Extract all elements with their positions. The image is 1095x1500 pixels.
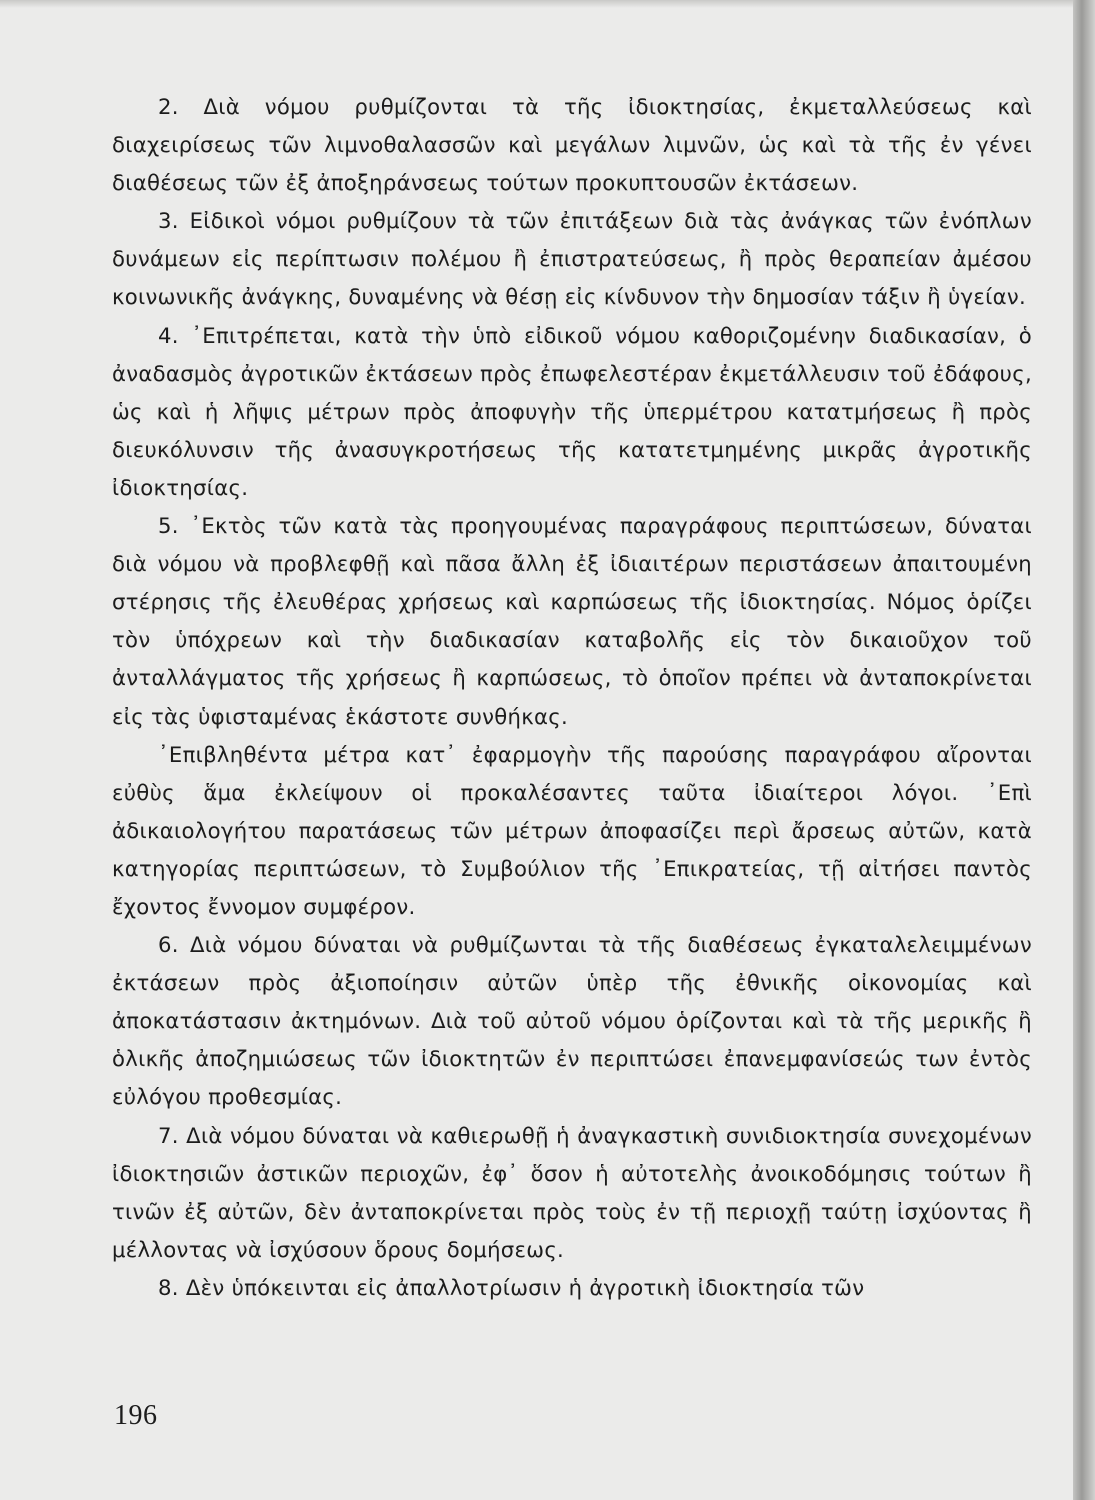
paragraph-8: 8. Δὲν ὑπόκεινται εἰς ἀπαλλοτρίωσιν ἡ ἀγροτικὴ ἰδιοκτησία τῶν — [158, 1274, 865, 1300]
page-number: 196 — [114, 1400, 158, 1431]
book-gutter — [1073, 0, 1095, 1500]
body-text — [112, 88, 1032, 1307]
paragraph-7: 7. Διὰ νόμου δύναται νὰ καθιερωθῇ ἡ ἀναγκαστικὴ συνιδιοκτησία συνεχομένων ἰδιοκτησιῶν ἀστικῶν περιοχῶν, ἐφ᾿ ὅσον ἡ αὐτοτελὴς ἀνοικοδόμησις τούτων ἢ τινῶν ἐξ αὐτῶν, δὲν ἀνταποκρίνεται πρὸς τοὺς ἐν τῇ περιοχῇ ταύτῃ ἰσχύοντας ἢ μέλλοντας νὰ ἰσχύσουν ὅρους δομήσεως. — [112, 1122, 1032, 1262]
paragraph-5-continued: ᾿Επιβληθέντα μέτρα κατ᾿ ἐφαρμογὴν τῆς παρούσης παραγράφου αἴρονται εὐθὺς ἅμα ἐκλείψουν οἱ προκαλέσαντες ταῦτα ἰδιαίτεροι λόγοι. ᾿Επὶ ἀδικαιολογήτου παρατάσεως τῶν μέτρων ἀποφασίζει περὶ ἄρσεως αὐτῶν, κατὰ κατηγορίας περιπτώσεων, τὸ Συμβούλιον τῆς ᾿Επικρατείας, τῇ αἰτήσει παντὸς ἔχοντος ἔννομον συμφέρον. — [112, 741, 1032, 919]
paragraph-6: 6. Διὰ νόμου δύναται νὰ ρυθμίζωνται τὰ τῆς διαθέσεως ἐγκαταλελειμμένων ἐκτάσεων πρὸς ἀξιοποίησιν αὐτῶν ὑπὲρ τῆς ἐθνικῆς οἰκονομίας καὶ ἀποκατάστασιν ἀκτημόνων. Διὰ τοῦ αὐτοῦ νόμου ὁρίζονται καὶ τὰ τῆς μερικῆς ἢ ὁλικῆς ἀποζημιώσεως τῶν ἰδιοκτητῶν ἐν περιπτώσει ἐπανεμφανίσεώς των ἐντὸς εὐλόγου προθεσμίας. — [112, 932, 1032, 1110]
paragraph-3: 3. Εἰδικοὶ νόμοι ρυθμίζουν τὰ τῶν ἐπιτάξεων διὰ τὰς ἀνάγκας τῶν ἐνόπλων δυνάμεων εἰς περίπτωσιν πολέμου ἢ ἐπιστρατεύσεως, ἢ πρὸς θεραπείαν ἀμέσου κοινωνικῆς ἀνάγκης, δυναμένης νὰ θέσῃ εἰς κίνδυνον τὴν δημοσίαν τάξιν ἢ ὑγείαν. — [112, 208, 1032, 310]
paragraph-5: 5. ᾿Εκτὸς τῶν κατὰ τὰς προηγουμένας παραγράφους περιπτώσεων, δύναται διὰ νόμου νὰ προβλεφθῇ καὶ πᾶσα ἄλλη ἐξ ἰδιαιτέρων περιστάσεων ἀπαιτουμένη στέρησις τῆς ἐλευθέρας χρήσεως καὶ καρπώσεως τῆς ἰδιοκτησίας. Νόμος ὁρίζει τὸν ὑπόχρεων καὶ τὴν διαδικασίαν καταβολῆς εἰς τὸν δικαιοῦχον τοῦ ἀνταλλάγματος τῆς χρήσεως ἢ καρπώσεως, τὸ ὁποῖον πρέπει νὰ ἀνταποκρίνεται εἰς τὰς ὑφισταμένας ἑκάστοτε συνθήκας. — [112, 513, 1032, 729]
paragraph-2: 2. Διὰ νόμου ρυθμίζονται τὰ τῆς ἰδιοκτησίας, ἐκμεταλλεύσεως καὶ διαχειρίσεως τῶν λιμνοθαλασσῶν καὶ μεγάλων λιμνῶν, ὡς καὶ τὰ τῆς ἐν γένει διαθέσεως τῶν ἐξ ἀποξηράνσεως τούτων προκυπτουσῶν ἐκτάσεων. — [112, 94, 1032, 196]
paragraph-4: 4. ᾿Επιτρέπεται, κατὰ τὴν ὑπὸ εἰδικοῦ νόμου καθοριζομένην διαδικασίαν, ὁ ἀναδασμὸς ἀγροτικῶν ἐκτάσεων πρὸς ἐπωφελεστέραν ἐκμετάλλευσιν τοῦ ἐδάφους, ὡς καὶ ἡ λῆψις μέτρων πρὸς ἀποφυγὴν τῆς ὑπερμέτρου κατατμήσεως ἢ πρὸς διευκόλυνσιν τῆς ἀνασυγκροτήσεως τῆς κατατετμημένης μικρᾶς ἀγροτικῆς ἰδιοκτησίας. — [112, 322, 1032, 500]
page-top-shadow — [0, 0, 1073, 8]
